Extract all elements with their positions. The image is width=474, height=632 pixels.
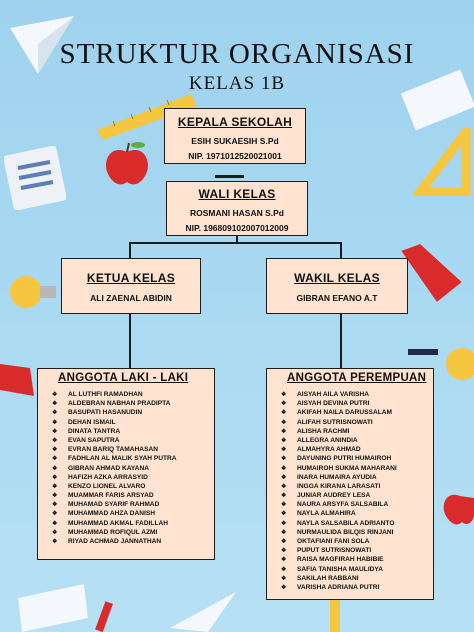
triangle-ruler-illustration	[414, 128, 472, 196]
anggota-laki-box	[37, 368, 215, 560]
pencil-bottom-illustration	[92, 600, 118, 632]
member-list-item	[52, 427, 214, 436]
ketua-kelas-heading: KETUA KELAS	[86, 271, 176, 285]
member-name: EVAN SAPUTRA	[68, 436, 120, 444]
member-list-item	[52, 500, 214, 509]
member-name: GIBRAN AHMAD KAYANA	[68, 464, 149, 472]
member-list-item	[52, 436, 214, 445]
member-list-item	[52, 464, 214, 473]
diamond-bullet-icon: ❖	[52, 410, 58, 417]
member-name: NAYLA ALMAHIRA	[297, 510, 356, 518]
member-list-item	[52, 418, 214, 427]
member-list-item	[52, 454, 214, 463]
member-list-item	[281, 473, 433, 482]
wali-kelas-heading: WALI KELAS	[198, 187, 276, 201]
diamond-bullet-icon: ❖	[52, 465, 58, 472]
member-list-item	[52, 509, 214, 518]
member-list-item	[52, 482, 214, 491]
diamond-bullet-icon: ❖	[281, 401, 287, 408]
member-list-item	[281, 454, 433, 463]
diamond-bullet-icon: ❖	[52, 437, 58, 444]
diamond-bullet-icon: ❖	[281, 465, 287, 472]
diamond-bullet-icon: ❖	[281, 529, 287, 536]
kepala-sekolah-box	[164, 108, 306, 164]
member-name: AISYAH AILA VARISHA	[297, 391, 370, 398]
wali-kelas-nip: NIP. 196809102007012009	[185, 223, 289, 233]
member-list-item	[281, 491, 433, 500]
member-name: AL LUTHFI RAMADHAN	[68, 391, 143, 398]
diamond-bullet-icon: ❖	[52, 447, 58, 454]
member-name: MUHAMAD SYARIF RAHMAD	[68, 501, 160, 509]
connector-wakil-down	[340, 314, 342, 368]
diamond-bullet-icon: ❖	[281, 539, 287, 545]
paper-plane-bottom-illustration	[168, 588, 238, 632]
diamond-bullet-icon: ❖	[281, 392, 287, 398]
anggota-perempuan-heading: ANGGOTA PEREMPUAN	[287, 372, 427, 384]
member-list-item	[52, 445, 214, 454]
wali-kelas-box	[166, 181, 308, 236]
diamond-bullet-icon: ❖	[281, 566, 287, 573]
member-name: BASUPATI HASANUDIN	[68, 409, 143, 417]
member-list-item	[52, 399, 214, 408]
diamond-bullet-icon: ❖	[52, 529, 58, 536]
diamond-bullet-icon: ❖	[281, 575, 287, 582]
diamond-bullet-icon: ❖	[52, 419, 58, 426]
member-name: SAKILAH RABBANI	[297, 574, 359, 582]
diamond-bullet-icon: ❖	[281, 410, 287, 417]
member-list-item	[52, 519, 214, 528]
member-name: SAFIA TANISHA MAULIDYA	[297, 565, 383, 573]
connector-ketua-up	[129, 242, 131, 258]
page-subtitle: KELAS 1B	[188, 73, 286, 94]
member-name: AISYAH DEVINA PUTRI	[297, 400, 370, 408]
member-list-item	[52, 473, 214, 482]
diamond-bullet-icon: ❖	[281, 447, 287, 454]
diamond-bullet-icon: ❖	[281, 437, 287, 444]
diamond-bullet-icon: ❖	[281, 557, 287, 564]
member-list-item	[281, 464, 433, 473]
diamond-bullet-icon: ❖	[52, 511, 58, 518]
member-list-item	[52, 491, 214, 500]
lightbulb-illustration-right	[438, 340, 474, 390]
member-list-item	[52, 408, 214, 417]
lightbulb-illustration	[4, 268, 60, 318]
member-name: ALIFAH SUTRISNOWATI	[297, 418, 373, 426]
member-list-item	[281, 427, 433, 436]
diamond-bullet-icon: ❖	[52, 483, 58, 490]
member-name: VARISHA ADRIANA PUTRI	[297, 583, 380, 591]
diamond-bullet-icon: ❖	[281, 511, 287, 518]
diamond-bullet-icon: ❖	[52, 474, 58, 481]
diamond-bullet-icon: ❖	[52, 392, 58, 398]
diamond-bullet-icon: ❖	[281, 584, 287, 591]
member-name: MUHAMMAD AHZA DANISH	[68, 510, 156, 518]
anggota-perempuan-box	[266, 368, 434, 600]
member-name: FADHLAN AL MALIK SYAH PUTRA	[68, 455, 177, 463]
member-name: RAISA MAGFIRAH HABIBIE	[297, 556, 384, 564]
member-list-item	[281, 537, 433, 546]
book-bottom-illustration	[14, 578, 90, 632]
member-name: PUPUT SUTRISNOWATI	[297, 547, 372, 555]
member-name: ALISHA RACHMI	[297, 427, 350, 435]
kepala-sekolah-nip: NIP. 1971012520021001	[188, 151, 282, 161]
ketua-kelas-name: ALI ZAENAL ABIDIN	[90, 293, 172, 303]
member-name: JUNIAR AUDREY LESA	[297, 492, 371, 500]
member-name: DEHAN ISMAIL	[68, 418, 116, 426]
member-name: MUHAMMAD ROFIQUL AZMI	[68, 528, 158, 536]
member-list-item	[281, 418, 433, 427]
member-list-item	[281, 482, 433, 491]
anggota-perempuan-list	[267, 390, 433, 592]
diamond-bullet-icon: ❖	[52, 520, 58, 527]
kepala-sekolah-heading: KEPALA SEKOLAH	[177, 115, 293, 129]
diamond-bullet-icon: ❖	[281, 520, 287, 527]
diamond-bullet-icon: ❖	[281, 428, 287, 435]
member-name: KENZO LIONEL ALVARO	[68, 482, 146, 490]
wali-kelas-name: ROSMANI HASAN S.Pd	[190, 208, 284, 218]
diamond-bullet-icon: ❖	[281, 493, 287, 500]
ruler-bottom-illustration	[316, 596, 356, 632]
diamond-bullet-icon: ❖	[281, 548, 287, 555]
member-name: MUHAMMAD AKMAL FADILLAH	[68, 519, 168, 527]
member-list-item	[281, 509, 433, 518]
diamond-bullet-icon: ❖	[52, 502, 58, 509]
connector-wakil-up	[340, 242, 342, 258]
diamond-bullet-icon: ❖	[281, 456, 287, 463]
member-list-item	[281, 399, 433, 408]
member-list-item	[281, 528, 433, 537]
member-name: INARA HUMAIRA AYUDIA	[297, 473, 377, 481]
diamond-bullet-icon: ❖	[52, 493, 58, 500]
member-list-item	[281, 445, 433, 454]
member-name: RIYAD ACHMAD JANNATHAN	[68, 538, 162, 545]
member-name: MUAMMAR FARIS ARSYAD	[68, 492, 154, 500]
member-name: AKIFAH NAILA DARUSSALAM	[297, 409, 392, 417]
member-name: ALMAHYRA AHMAD	[297, 446, 361, 454]
page-title: STRUKTUR ORGANISASI	[59, 38, 415, 70]
red-flask-left-illustration	[0, 360, 36, 400]
member-name: INGGA KIRANA LARASATI	[297, 482, 381, 490]
connector-kepala-wali	[215, 175, 244, 178]
diamond-bullet-icon: ❖	[52, 428, 58, 435]
member-list-item	[281, 574, 433, 583]
member-list-item	[281, 565, 433, 574]
diamond-bullet-icon: ❖	[52, 401, 58, 408]
connector-horizontal	[129, 242, 341, 244]
member-name: OKTAFIANI FANI SOLA	[297, 538, 370, 545]
diamond-bullet-icon: ❖	[281, 483, 287, 490]
member-list-item	[281, 390, 433, 399]
connector-ketua-down	[129, 314, 131, 368]
member-list-item	[281, 583, 433, 592]
member-list-item	[281, 500, 433, 509]
anggota-laki-heading: ANGGOTA LAKI - LAKI	[58, 372, 189, 384]
member-list-item	[52, 528, 214, 537]
wakil-kelas-box	[266, 258, 408, 314]
member-list-item	[281, 555, 433, 564]
member-name: HAFIZH AZKA ARRASYID	[68, 473, 148, 481]
member-name: DAYUNING PUTRI HUMAIROH	[297, 455, 392, 463]
member-name: NURMAULIDA BILQIS RINJANI	[297, 528, 394, 536]
anggota-laki-list	[38, 390, 214, 546]
pencil-illustration	[406, 340, 440, 364]
notebook-illustration	[4, 146, 66, 210]
member-name: NAYLA SALSABILA ADRIANTO	[297, 519, 395, 527]
member-name: EVRAN BARIQ TAMAHASAN	[68, 446, 158, 454]
member-list-item	[52, 537, 214, 546]
member-name: NAURA ARSYFA SALSABILA	[297, 501, 389, 509]
wakil-kelas-heading: WAKIL KELAS	[294, 271, 380, 285]
member-list-item	[281, 436, 433, 445]
diamond-bullet-icon: ❖	[52, 456, 58, 463]
member-list-item	[281, 408, 433, 417]
member-name: DINATA TANTRA	[68, 427, 121, 435]
member-list-item	[281, 519, 433, 528]
diamond-bullet-icon: ❖	[281, 474, 287, 481]
diamond-bullet-icon: ❖	[281, 419, 287, 426]
apple-illustration	[100, 140, 154, 190]
member-name: ALLEGRA ANINDIA	[297, 436, 358, 444]
member-name: HUMAIROH SUKMA MAHARANI	[297, 464, 397, 472]
wakil-kelas-name: GIBRAN EFANO A.T	[296, 293, 378, 303]
apple-right-illustration	[440, 486, 474, 530]
ketua-kelas-box	[61, 258, 201, 314]
diamond-bullet-icon: ❖	[52, 539, 58, 545]
diamond-bullet-icon: ❖	[281, 502, 287, 509]
kepala-sekolah-name: ESIH SUKAESIH S.Pd	[191, 136, 279, 146]
member-list-item	[52, 390, 214, 399]
member-list-item	[281, 546, 433, 555]
member-name: ALDEBRAN NABHAN PRADIPTA	[68, 400, 171, 408]
